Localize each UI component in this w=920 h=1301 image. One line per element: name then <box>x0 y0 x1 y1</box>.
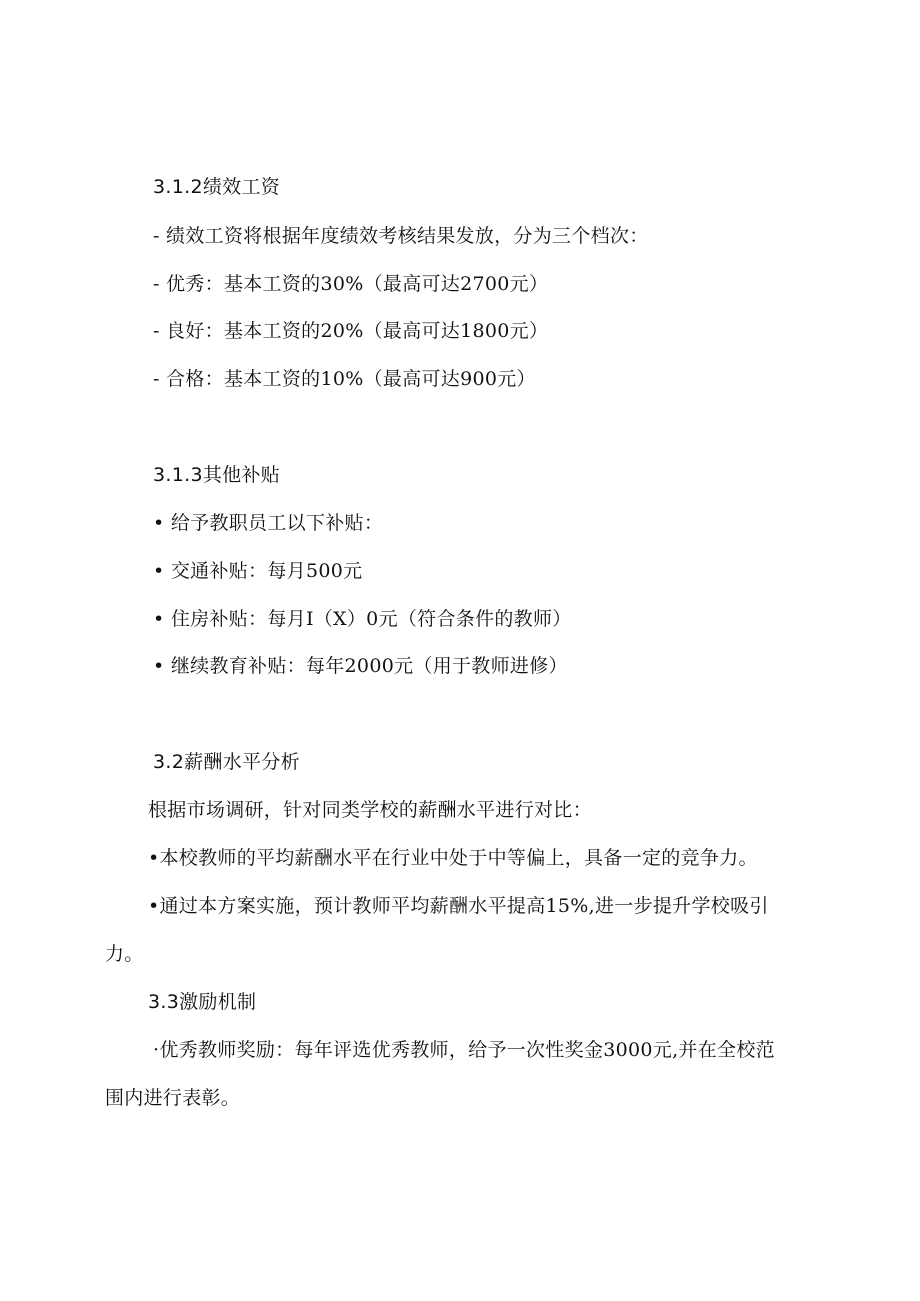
list-item: • 住房补贴：每月I（X）0元（符合条件的教师） <box>153 608 572 630</box>
paragraph-bullet: ·优秀教师奖励：每年评选优秀教师，给予一次性奖金3000元,并在全校范 <box>153 1039 775 1061</box>
paragraph-bullet: •通过本方案实施，预计教师平均薪酬水平提高15%,进一步提升学校吸引 <box>148 895 769 917</box>
list-item: • 继续教育补贴：每年2000元（用于教师进修） <box>153 655 568 677</box>
list-item: - 良好：基本工资的20%（最高可达1800元） <box>153 320 549 342</box>
list-item: - 优秀：基本工资的30%（最高可达2700元） <box>153 273 549 295</box>
paragraph-intro: 根据市场调研，针对同类学校的薪酬水平进行对比： <box>148 799 592 821</box>
paragraph-continuation: 围内进行表彰。 <box>105 1087 241 1109</box>
paragraph-bullet: •本校教师的平均薪酬水平在行业中处于中等偏上，具备一定的竞争力。 <box>148 847 758 869</box>
heading-3-1-3: 3.1.3其他补贴 <box>153 464 281 486</box>
heading-3-2: 3.2薪酬水平分析 <box>153 751 300 773</box>
list-item: - 绩效工资将根据年度绩效考核结果发放，分为三个档次： <box>153 225 649 247</box>
list-item: - 合格：基本工资的10%（最高可达900元） <box>153 368 536 390</box>
heading-3-1-2: 3.1.2绩效工资 <box>153 176 281 198</box>
paragraph-continuation: 力。 <box>105 943 144 965</box>
heading-3-3: 3.3激励机制 <box>148 991 257 1013</box>
list-item: • 交通补贴：每月500元 <box>153 560 363 582</box>
list-item: • 给予教职员工以下补贴： <box>153 512 384 534</box>
